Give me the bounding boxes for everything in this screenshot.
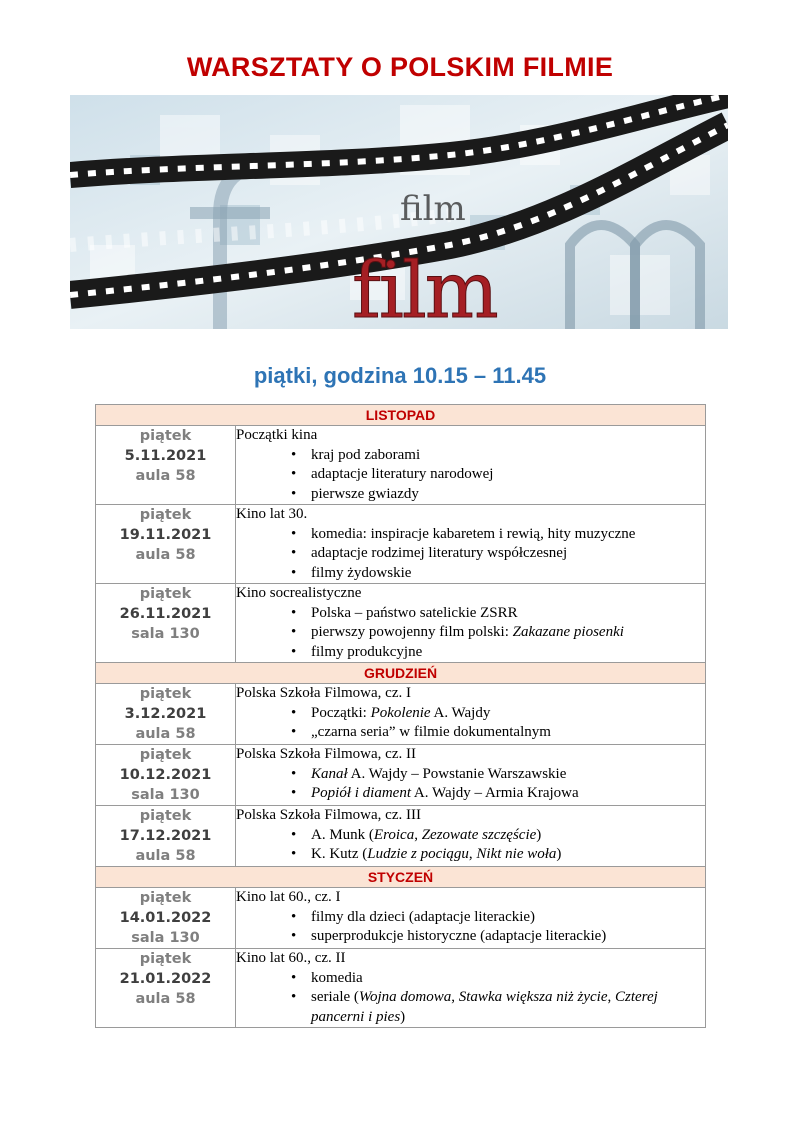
session-item	[291, 908, 705, 928]
film-strip-image	[70, 95, 728, 329]
item-text: Czterej pancerni i pies	[311, 989, 658, 1025]
item-text: Polska – państwo satelickie ZSRR	[311, 604, 518, 621]
item-text: pierwsze gwiazdy	[311, 485, 419, 502]
item-text: ,	[607, 989, 615, 1005]
session-item	[291, 826, 705, 846]
bullet-icon: •	[291, 545, 297, 561]
session-item	[291, 485, 705, 505]
item-text: filmy produkcyjne	[311, 643, 423, 660]
session-topic: Kino lat 60., cz. I	[236, 889, 341, 905]
session-row	[96, 505, 706, 584]
session-topic-cell	[236, 584, 706, 663]
bullet-icon: •	[291, 604, 297, 621]
item-text: Zezowate szczęście	[421, 826, 537, 843]
bullet-icon: •	[291, 466, 297, 482]
item-text: ,	[451, 989, 459, 1005]
session-room: sala 130	[131, 930, 200, 946]
session-item	[291, 446, 705, 466]
session-when	[96, 806, 236, 867]
session-topic: Polska Szkoła Filmowa, cz. I	[236, 685, 411, 701]
session-item	[291, 704, 705, 724]
session-item	[291, 525, 705, 545]
session-day: piątek	[139, 747, 192, 763]
item-text: Eroica	[373, 826, 415, 843]
session-day: piątek	[139, 890, 192, 906]
session-room: aula 58	[135, 726, 196, 742]
item-text: )	[536, 826, 542, 843]
session-when	[96, 584, 236, 663]
item-text: superprodukcje historyczne (adaptacje literackie)	[311, 928, 607, 944]
session-item	[291, 623, 705, 643]
session-room: sala 130	[131, 626, 200, 642]
month-header-row	[96, 405, 706, 426]
session-item	[291, 723, 705, 743]
session-topic: Kino socrealistyczne	[236, 585, 362, 601]
item-text: Początki:	[311, 704, 371, 721]
session-row	[96, 949, 706, 1028]
item-text: adaptacje literatury narodowej	[311, 466, 494, 482]
page-title: WARSZTATY O POLSKIM FILMIE	[186, 52, 614, 82]
item-text: komedia: inspiracje kabaretem i rewią, hity muzyczne	[311, 525, 636, 542]
item-text: adaptacje rodzimej literatury współczesnej	[311, 545, 568, 561]
session-item	[291, 604, 705, 624]
session-day: piątek	[139, 586, 192, 602]
bullet-icon: •	[291, 724, 297, 740]
item-text: )	[400, 1008, 406, 1025]
session-row	[96, 745, 706, 806]
session-row	[96, 426, 706, 505]
schedule-time: piątki, godzina 10.15 – 11.45	[253, 363, 547, 388]
item-text: A. Munk (	[311, 826, 374, 843]
item-text: Nikt nie woła	[476, 846, 557, 862]
session-date: 17.12.2021	[119, 828, 212, 844]
session-items	[236, 765, 705, 804]
bullet-icon: •	[291, 846, 297, 862]
session-item	[291, 969, 705, 989]
session-topic: Kino lat 60., cz. II	[236, 950, 346, 966]
session-topic-cell	[236, 684, 706, 745]
session-date: 19.11.2021	[119, 527, 212, 543]
bullet-icon: •	[291, 969, 297, 986]
session-room: aula 58	[135, 991, 196, 1007]
month-header-row	[96, 867, 706, 888]
session-topic: Polska Szkoła Filmowa, cz. III	[236, 807, 421, 823]
session-row	[96, 584, 706, 663]
bullet-icon: •	[291, 485, 297, 502]
session-topic-cell	[236, 505, 706, 584]
session-topic-cell	[236, 949, 706, 1028]
session-when	[96, 949, 236, 1028]
session-date: 26.11.2021	[119, 606, 212, 622]
session-item	[291, 784, 705, 804]
session-room: aula 58	[135, 547, 196, 563]
session-items	[236, 969, 705, 1028]
item-text: Popiół i diament	[311, 785, 411, 801]
bullet-icon: •	[291, 525, 297, 542]
session-date: 5.11.2021	[124, 448, 207, 464]
session-when	[96, 505, 236, 584]
session-topic-cell	[236, 745, 706, 806]
banner-word: film	[352, 246, 497, 329]
bullet-icon: •	[291, 704, 297, 721]
bullet-icon: •	[291, 624, 297, 640]
session-topic: Polska Szkoła Filmowa, cz. II	[236, 746, 416, 762]
item-text: A. Wajdy – Armia Krajowa	[411, 785, 579, 801]
bullet-icon: •	[291, 643, 297, 660]
banner-small-word: film	[400, 189, 466, 229]
item-text: ,	[468, 846, 477, 862]
session-day: piątek	[139, 808, 192, 824]
item-text: seriale (	[311, 989, 359, 1005]
item-text: filmy dla dzieci (adaptacje literackie)	[311, 908, 536, 925]
item-text: Wojna domowa	[358, 989, 452, 1005]
session-row	[96, 684, 706, 745]
session-topic-cell	[236, 806, 706, 867]
session-items	[236, 704, 705, 743]
session-date: 3.12.2021	[124, 706, 207, 722]
session-item	[291, 564, 705, 584]
item-text: Ludzie z pociągu	[367, 846, 469, 862]
session-when	[96, 684, 236, 745]
item-text: kraj pod zaborami	[311, 446, 421, 463]
session-item	[291, 643, 705, 663]
session-item	[291, 544, 705, 564]
session-item	[291, 927, 705, 947]
session-room: sala 130	[131, 787, 200, 803]
session-topic-cell	[236, 426, 706, 505]
session-topic: Kino lat 30.	[236, 506, 308, 522]
session-items	[236, 446, 705, 505]
item-text: filmy żydowskie	[311, 564, 412, 581]
bullet-icon: •	[291, 826, 297, 843]
bullet-icon: •	[291, 446, 297, 463]
item-text: )	[556, 846, 562, 862]
session-item	[291, 465, 705, 485]
session-items	[236, 826, 705, 865]
session-items	[236, 908, 705, 947]
session-when	[96, 426, 236, 505]
bullet-icon: •	[291, 989, 297, 1005]
session-date: 14.01.2022	[119, 910, 212, 926]
session-item	[291, 765, 705, 785]
item-text: „czarna seria” w filmie dokumentalnym	[311, 724, 551, 740]
month-header: GRUDZIEŃ	[96, 663, 706, 684]
item-text: Zakazane piosenki	[512, 624, 624, 640]
session-row	[96, 888, 706, 949]
session-room: aula 58	[135, 468, 196, 484]
item-text: pierwszy powojenny film polski:	[311, 624, 513, 640]
session-day: piątek	[139, 951, 192, 967]
item-text: K. Kutz (	[311, 846, 368, 862]
bullet-icon: •	[291, 785, 297, 801]
item-text: Stawka większa niż życie	[458, 989, 608, 1005]
bullet-icon: •	[291, 928, 297, 944]
session-day: piątek	[139, 428, 192, 444]
session-date: 21.01.2022	[119, 971, 212, 987]
session-item	[291, 988, 705, 1027]
session-items	[236, 525, 705, 584]
session-item	[291, 845, 705, 865]
session-day: piątek	[139, 686, 192, 702]
session-topic-cell	[236, 888, 706, 949]
bullet-icon: •	[291, 765, 297, 782]
item-text: komedia	[311, 969, 363, 986]
schedule-table	[95, 404, 706, 1028]
session-room: aula 58	[135, 848, 196, 864]
bullet-icon: •	[291, 908, 297, 925]
session-when	[96, 888, 236, 949]
bullet-icon: •	[291, 564, 297, 581]
item-text: Pokolenie	[370, 704, 431, 721]
session-items	[236, 604, 705, 663]
item-text: A. Wajdy – Powstanie Warszawskie	[347, 765, 567, 782]
item-text: A. Wajdy	[430, 704, 491, 721]
film-strip-banner	[70, 95, 728, 329]
item-text: ,	[414, 826, 422, 843]
session-when	[96, 745, 236, 806]
month-header: LISTOPAD	[96, 405, 706, 426]
session-day: piątek	[139, 507, 192, 523]
session-topic: Początki kina	[236, 427, 318, 443]
item-text: Kanał	[311, 765, 348, 782]
session-row	[96, 806, 706, 867]
month-header: STYCZEŃ	[96, 867, 706, 888]
month-header-row	[96, 663, 706, 684]
session-date: 10.12.2021	[119, 767, 212, 783]
